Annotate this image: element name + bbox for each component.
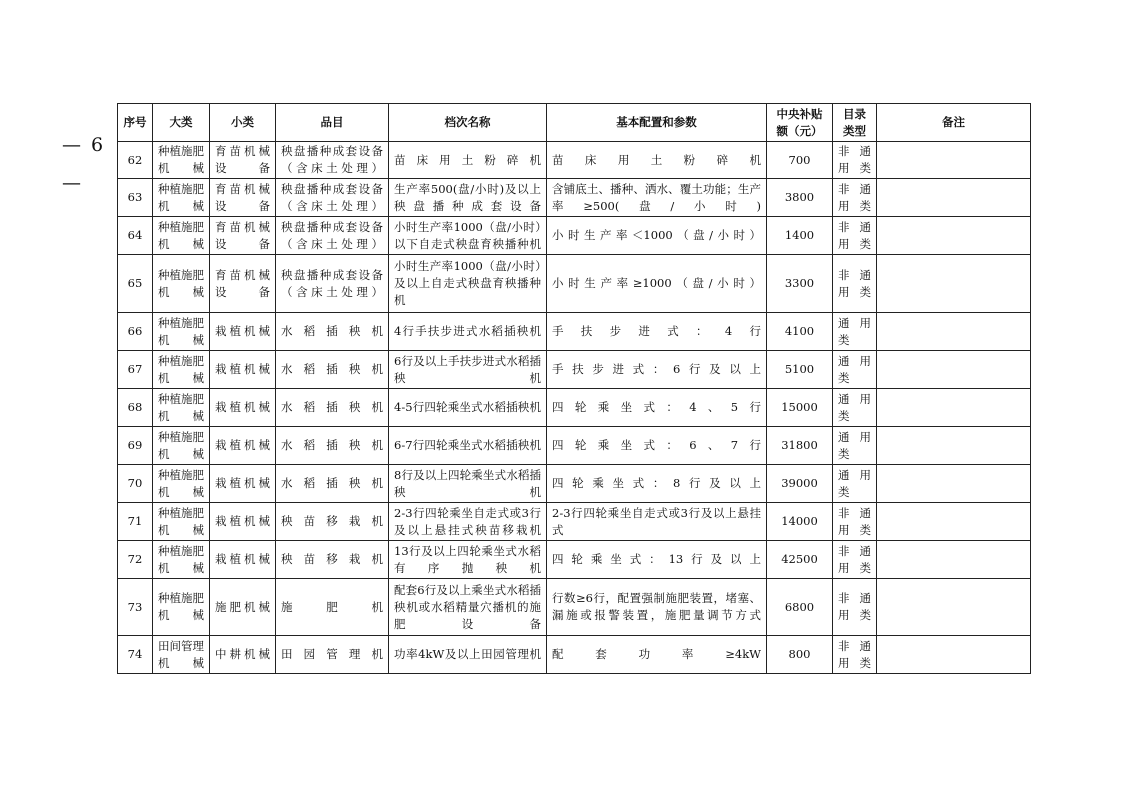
header-subsidy: 中央补贴额（元） — [767, 104, 833, 142]
cell-subcategory: 栽植机械 — [210, 427, 276, 465]
cell-config: 配套功率≥4kW — [547, 636, 767, 674]
table-row — [118, 255, 1031, 313]
cell-item: 水稻插秧机 — [276, 313, 389, 351]
cell-category: 种植施肥机械 — [153, 579, 210, 636]
cell-subsidy: 15000 — [767, 389, 833, 427]
cell-remark — [877, 465, 1031, 503]
cell-category: 种植施肥机械 — [153, 541, 210, 579]
cell-config: 行数≥6行，配置强制施肥装置，堵塞、漏施或报警装置，施肥量调节方式 — [547, 579, 767, 636]
cell-subcategory: 育苗机械设备 — [210, 217, 276, 255]
cell-config: 小时生产率≥1000（盘/小时） — [547, 255, 767, 313]
cell-category: 种植施肥机械 — [153, 255, 210, 313]
table-row — [118, 217, 1031, 255]
cell-subcategory: 施肥机械 — [210, 579, 276, 636]
cell-config: 含铺底土、播种、洒水、覆土功能；生产率≥500(盘/小时) — [547, 179, 767, 217]
cell-type: 非通用类 — [833, 142, 877, 179]
table-row — [118, 313, 1031, 351]
cell-no: 63 — [118, 179, 153, 217]
cell-config: 手扶步进式：6行及以上 — [547, 351, 767, 389]
cell-subsidy: 3800 — [767, 179, 833, 217]
cell-item: 秧苗移栽机 — [276, 541, 389, 579]
cell-type: 非通用类 — [833, 179, 877, 217]
cell-item: 秧盘播种成套设备（含床土处理） — [276, 255, 389, 313]
table-row — [118, 427, 1031, 465]
cell-category: 田间管理机械 — [153, 636, 210, 674]
cell-item: 水稻插秧机 — [276, 389, 389, 427]
cell-category: 种植施肥机械 — [153, 179, 210, 217]
cell-subsidy: 42500 — [767, 541, 833, 579]
cell-subcategory: 栽植机械 — [210, 389, 276, 427]
cell-type: 通用类 — [833, 351, 877, 389]
cell-no: 67 — [118, 351, 153, 389]
cell-category: 种植施肥机械 — [153, 313, 210, 351]
cell-config: 手扶步进式：4行 — [547, 313, 767, 351]
cell-type: 非通用类 — [833, 541, 877, 579]
cell-no: 65 — [118, 255, 153, 313]
cell-remark — [877, 255, 1031, 313]
cell-item: 秧盘播种成套设备（含床土处理） — [276, 142, 389, 179]
cell-item: 秧苗移栽机 — [276, 503, 389, 541]
cell-item: 水稻插秧机 — [276, 351, 389, 389]
table-row — [118, 389, 1031, 427]
cell-remark — [877, 351, 1031, 389]
cell-type: 通用类 — [833, 465, 877, 503]
cell-category: 种植施肥机械 — [153, 427, 210, 465]
cell-category: 种植施肥机械 — [153, 465, 210, 503]
cell-subsidy: 14000 — [767, 503, 833, 541]
header-type: 目录类型 — [833, 104, 877, 142]
cell-type: 非通用类 — [833, 579, 877, 636]
header-item: 品目 — [276, 104, 389, 142]
cell-grade: 4-5行四轮乘坐式水稻插秧机 — [389, 389, 547, 427]
cell-config: 苗床用土粉碎机 — [547, 142, 767, 179]
page-number-dash-bottom: — — [62, 172, 83, 194]
cell-grade: 配套6行及以上乘坐式水稻插秧机或水稻精量穴播机的施肥设备 — [389, 579, 547, 636]
cell-subsidy: 3300 — [767, 255, 833, 313]
cell-remark — [877, 179, 1031, 217]
cell-item: 田园管理机 — [276, 636, 389, 674]
cell-subcategory: 栽植机械 — [210, 351, 276, 389]
cell-remark — [877, 503, 1031, 541]
cell-grade: 6-7行四轮乘坐式水稻插秧机 — [389, 427, 547, 465]
header-grade: 档次名称 — [389, 104, 547, 142]
cell-grade: 4行手扶步进式水稻插秧机 — [389, 313, 547, 351]
cell-remark — [877, 541, 1031, 579]
cell-subcategory: 育苗机械设备 — [210, 142, 276, 179]
table-row — [118, 541, 1031, 579]
cell-subsidy: 800 — [767, 636, 833, 674]
cell-no: 73 — [118, 579, 153, 636]
cell-subcategory: 中耕机械 — [210, 636, 276, 674]
cell-category: 种植施肥机械 — [153, 351, 210, 389]
table-row — [118, 351, 1031, 389]
cell-grade: 小时生产率1000（盘/小时）以下自走式秧盘育秧播种机 — [389, 217, 547, 255]
table-row — [118, 636, 1031, 674]
cell-subsidy: 6800 — [767, 579, 833, 636]
cell-config: 2-3行四轮乘坐自走式或3行及以上悬挂式 — [547, 503, 767, 541]
cell-subsidy: 5100 — [767, 351, 833, 389]
cell-config: 四轮乘坐式：6、7行 — [547, 427, 767, 465]
cell-item: 秧盘播种成套设备（含床土处理） — [276, 217, 389, 255]
cell-subsidy: 4100 — [767, 313, 833, 351]
table-row — [118, 142, 1031, 179]
cell-subcategory: 栽植机械 — [210, 465, 276, 503]
page-number — [62, 126, 106, 202]
cell-config: 小时生产率＜1000（盘/小时） — [547, 217, 767, 255]
cell-subsidy: 39000 — [767, 465, 833, 503]
cell-no: 71 — [118, 503, 153, 541]
table-header-row — [118, 104, 1031, 142]
header-config: 基本配置和参数 — [547, 104, 767, 142]
cell-type: 通用类 — [833, 389, 877, 427]
cell-no: 69 — [118, 427, 153, 465]
cell-no: 66 — [118, 313, 153, 351]
cell-subcategory: 育苗机械设备 — [210, 255, 276, 313]
cell-no: 72 — [118, 541, 153, 579]
cell-type: 非通用类 — [833, 217, 877, 255]
cell-config: 四轮乘坐式：13行及以上 — [547, 541, 767, 579]
cell-category: 种植施肥机械 — [153, 503, 210, 541]
cell-grade: 6行及以上手扶步进式水稻插秧机 — [389, 351, 547, 389]
header-subcategory: 小类 — [210, 104, 276, 142]
cell-grade: 13行及以上四轮乘坐式水稻有序抛秧机 — [389, 541, 547, 579]
cell-grade: 8行及以上四轮乘坐式水稻插秧机 — [389, 465, 547, 503]
cell-no: 64 — [118, 217, 153, 255]
table-row — [118, 579, 1031, 636]
cell-type: 非通用类 — [833, 255, 877, 313]
cell-grade: 功率4kW及以上田园管理机 — [389, 636, 547, 674]
cell-item: 水稻插秧机 — [276, 465, 389, 503]
header-remark: 备注 — [877, 104, 1031, 142]
cell-no: 74 — [118, 636, 153, 674]
cell-type: 非通用类 — [833, 636, 877, 674]
cell-subcategory: 栽植机械 — [210, 503, 276, 541]
cell-subsidy: 1400 — [767, 217, 833, 255]
cell-subcategory: 栽植机械 — [210, 541, 276, 579]
table-body — [118, 142, 1031, 674]
cell-remark — [877, 217, 1031, 255]
cell-no: 68 — [118, 389, 153, 427]
cell-item: 施肥机 — [276, 579, 389, 636]
subsidy-table — [117, 103, 1031, 674]
cell-no: 70 — [118, 465, 153, 503]
cell-grade: 苗床用土粉碎机 — [389, 142, 547, 179]
table-row — [118, 179, 1031, 217]
header-no: 序号 — [118, 104, 153, 142]
cell-type: 通用类 — [833, 313, 877, 351]
cell-config: 四轮乘坐式：8行及以上 — [547, 465, 767, 503]
cell-remark — [877, 142, 1031, 179]
cell-category: 种植施肥机械 — [153, 142, 210, 179]
page-number-dash-top: — 6 — [62, 134, 106, 156]
cell-grade: 生产率500(盘/小时)及以上秧盘播种成套设备 — [389, 179, 547, 217]
cell-remark — [877, 636, 1031, 674]
cell-grade: 小时生产率1000（盘/小时）及以上自走式秧盘育秧播种机 — [389, 255, 547, 313]
cell-remark — [877, 389, 1031, 427]
cell-grade: 2-3行四轮乘坐自走式或3行及以上悬挂式秧苗移栽机 — [389, 503, 547, 541]
table-row — [118, 503, 1031, 541]
cell-category: 种植施肥机械 — [153, 389, 210, 427]
cell-type: 通用类 — [833, 427, 877, 465]
header-category: 大类 — [153, 104, 210, 142]
cell-item: 水稻插秧机 — [276, 427, 389, 465]
cell-type: 非通用类 — [833, 503, 877, 541]
cell-remark — [877, 427, 1031, 465]
cell-category: 种植施肥机械 — [153, 217, 210, 255]
cell-item: 秧盘播种成套设备（含床土处理） — [276, 179, 389, 217]
table-row — [118, 465, 1031, 503]
cell-config: 四轮乘坐式：4、5行 — [547, 389, 767, 427]
cell-subcategory: 栽植机械 — [210, 313, 276, 351]
page-number-digit: 6 — [91, 134, 106, 156]
cell-subcategory: 育苗机械设备 — [210, 179, 276, 217]
cell-remark — [877, 579, 1031, 636]
cell-subsidy: 700 — [767, 142, 833, 179]
cell-subsidy: 31800 — [767, 427, 833, 465]
cell-remark — [877, 313, 1031, 351]
cell-no: 62 — [118, 142, 153, 179]
